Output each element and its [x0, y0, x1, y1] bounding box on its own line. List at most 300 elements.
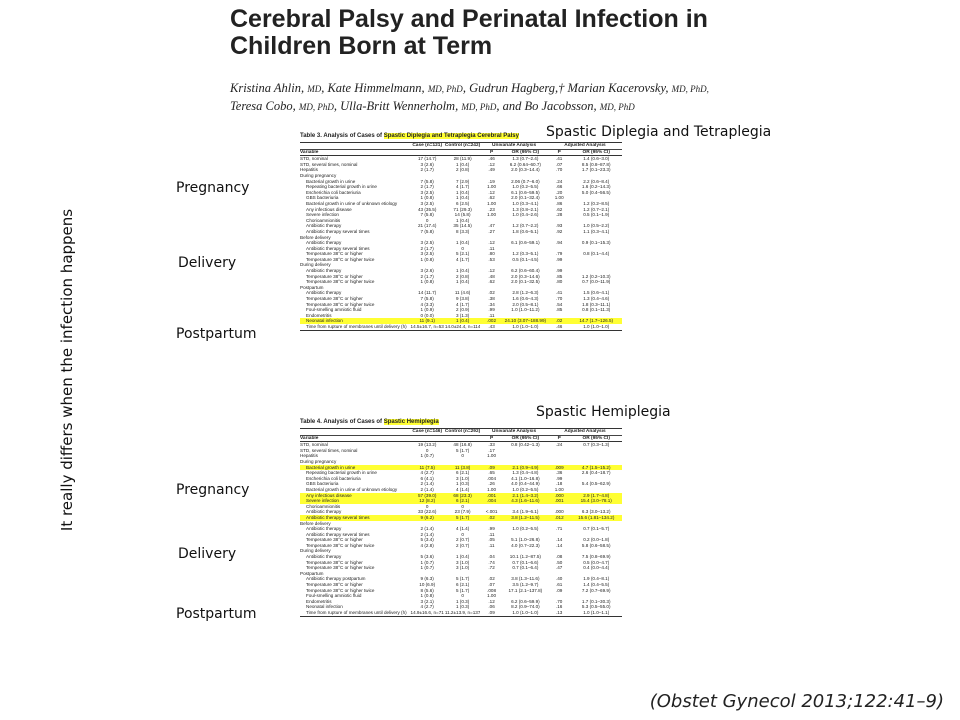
cell-p-adj: .94: [555, 240, 563, 246]
label-delivery-2: Delivery: [178, 546, 237, 562]
cell-control: 0: [461, 503, 464, 509]
cell-variable: Time from rupture of membranes until delivery (h): [300, 610, 409, 616]
cell-control: 3 (1.0): [455, 559, 470, 565]
cell-control: 28 (11.9): [453, 156, 472, 162]
cell-case: 17 (14.7): [417, 156, 437, 162]
cell-p: .48: [488, 273, 495, 279]
cell-or: 0.7 (0.1–6.6): [512, 559, 539, 565]
cell-p-adj: .99: [555, 256, 563, 262]
author-list: [230, 80, 830, 116]
cell-control: 35 (14.5): [453, 223, 472, 229]
cell-case: 3 (2.1): [420, 598, 434, 604]
cell-p: .74: [488, 559, 495, 565]
cell-control: 1 (0.4): [455, 279, 470, 285]
cell-or-adj: 2.6 (0.4–18.7): [581, 470, 611, 476]
cell-variable: Postpartum: [300, 284, 324, 290]
cell-or-adj: 1.2 (0.7–2.1): [583, 206, 610, 212]
cell-case: 1 (0.8): [420, 195, 434, 201]
citation: (Obstet Gynecol 2013;122:41–9): [649, 691, 944, 712]
cell-or: 5.1 (1.0–26.8): [511, 537, 540, 543]
vertical-note: [52, 160, 82, 580]
table-3-head-or: OR (95% CI): [503, 149, 548, 156]
cell-case: 43 (35.5): [417, 206, 437, 212]
cell-variable: Escherichia coli bacteriuria: [306, 475, 361, 481]
cell-control: 5 (1.7): [445, 515, 480, 521]
table-3-head-case: Case (n=121): [409, 143, 444, 150]
cell-case: 19 (13.2): [417, 442, 437, 448]
cell-or-adj: 2.9 (1.7–4.8): [570, 493, 622, 499]
table-4-body: [300, 442, 622, 616]
cell-variable: Temperature 38°C or higher twice: [306, 279, 375, 285]
cell-control: 5 (1.7): [455, 587, 470, 593]
cell-control: 1 (0.4): [455, 161, 470, 167]
cell-case: 2 (1.7): [420, 184, 434, 190]
cell-variable: Antibiotic therapy: [306, 290, 342, 296]
cell-or: 24.10 (3.07–188.99): [504, 318, 547, 324]
cell-case: 3 (2.5): [420, 200, 434, 206]
cell-p: 1.00: [487, 184, 497, 190]
author-degree: MD, PhD: [599, 102, 635, 112]
cell-p-adj: .000: [554, 509, 564, 515]
cell-or: 6.2 (0.64–60.7): [509, 161, 541, 167]
cell-p: .004: [487, 475, 497, 481]
cell-or: 2.06 (0.7–6.0): [511, 178, 540, 184]
author-name: , and Bo Jacobsson,: [496, 99, 597, 113]
cell-or-adj: 5.8 (0.6–58.5): [581, 542, 611, 548]
cell-or-adj: 5.3 (0.5–55.0): [581, 604, 611, 610]
cell-control: 4 (1.4): [455, 526, 470, 532]
cell-or: 3.5 (1.2–9.7): [512, 582, 539, 588]
cell-variable: Temperature 38°C or higher: [306, 251, 363, 257]
cell-variable: Time from rupture of membranes until delivery (h): [300, 324, 409, 330]
cell-p: .12: [488, 268, 495, 274]
cell-variable: During pregnancy: [300, 458, 337, 464]
cell-case: 2 (1.7): [420, 273, 434, 279]
cell-p: .07: [488, 582, 495, 588]
cell-p: .06: [488, 604, 495, 610]
table-4-head-or-adj: OR (95% CI): [570, 435, 622, 442]
cell-or: 2.0 (0.1–32.4): [511, 195, 540, 201]
cell-or: 6.1 (0.6–59.1): [511, 240, 540, 246]
cell-case: 14.5±16.7, n=53: [410, 324, 444, 329]
cell-case: 7 (5.8): [420, 212, 434, 218]
table-4-head-or: OR (95% CI): [503, 435, 548, 442]
article-title: [230, 6, 708, 60]
cell-variable: Hepatitis: [300, 453, 318, 459]
cell-case: 21 (17.4): [417, 223, 437, 229]
author-line-2: [230, 98, 830, 116]
cell-case: 2 (1.4): [420, 486, 434, 492]
cell-p-adj: .61: [555, 582, 563, 588]
cell-or: 1.2 (0.3–5.1): [512, 251, 539, 257]
cell-p-adj: .08: [555, 554, 563, 560]
cell-p: .65: [488, 470, 495, 476]
cell-case: 7 (5.8): [420, 296, 434, 302]
cell-variable: Foul-smelling amniotic fluid: [306, 593, 362, 599]
cell-control: 23 (7.9): [454, 509, 471, 515]
cell-or-adj: 0.5 (0.0–4.7): [583, 559, 610, 565]
cell-p-adj: .36: [555, 470, 563, 476]
table-3-head-control: Control (n=242): [444, 143, 481, 148]
cell-or-adj: 0.7 (0.0–11.9): [582, 279, 611, 285]
cell-p: .43: [480, 324, 503, 330]
cell-variable: Temperature 38°C or higher: [306, 273, 363, 279]
author-degree: MD, PhD: [298, 102, 334, 112]
cell-control: 0: [461, 531, 464, 537]
cell-p-adj: .14: [555, 542, 563, 548]
author-name: Teresa Cobo,: [230, 99, 296, 113]
cell-control: 7 (2.9): [455, 178, 470, 184]
cell-variable: Endometritis: [306, 598, 332, 604]
cell-or: 1.0 (0.2–5.5): [512, 486, 539, 492]
cell-variable: Antibiotic therapy several times: [300, 515, 409, 521]
cell-variable: Neonatal infection: [300, 318, 409, 324]
cell-p-adj: .16: [555, 604, 563, 610]
cell-or: 0.8 (0.42–1.3): [511, 442, 540, 448]
cell-p: .11: [488, 542, 495, 548]
cell-p-adj: .20: [555, 189, 563, 195]
cell-or: 1.0 (1.0–1.0): [503, 610, 548, 616]
cell-control: 5 (1.7): [455, 447, 470, 453]
cell-control: 14 (5.8): [454, 212, 471, 218]
cell-variable: Temperature 38°C or higher: [306, 537, 363, 543]
author-name: , Ulla-Britt Wennerholm,: [333, 99, 459, 113]
cell-or: 1.0 (0.3–4.1): [512, 200, 539, 206]
cell-p-adj: 1.00: [554, 486, 564, 492]
cell-or-adj: 14.7 (1.7–126.5): [570, 318, 622, 324]
cell-variable: Escherichia coli bacteriuria: [306, 189, 361, 195]
table-row: [300, 324, 622, 330]
cell-variable: Antibiotic therapy several times: [306, 531, 370, 537]
cell-or: 0.7 (0.1–6.4): [512, 565, 539, 571]
cell-variable: Chorioamnionitis: [306, 503, 341, 509]
cell-or-adj: 0.8 (0.1–11.3): [582, 307, 611, 313]
cell-p-adj: .07: [555, 161, 563, 167]
cell-control: 2 (0.7): [455, 537, 470, 543]
cell-variable: During pregnancy: [300, 172, 337, 178]
cell-or: 3.4 (1.9–6.1): [512, 509, 539, 515]
cell-control: 9 (3.8): [455, 296, 470, 302]
cell-p: .99: [488, 307, 495, 313]
cell-control: 0: [461, 245, 464, 251]
cell-p-adj: .001: [548, 498, 571, 504]
cell-or-adj: 5.0 (0.4–56.5): [581, 189, 611, 195]
annotation-diplegia: Spastic Diplegia and Tetraplegia: [546, 124, 772, 140]
cell-control: 3 (1.0): [455, 475, 470, 481]
cell-or-adj: 2.2 (0.6–8.4): [583, 178, 610, 184]
cell-or: 1.3 (0.7–2.4): [512, 156, 539, 162]
table-3-head-univariate: Univariate Analysis: [480, 143, 548, 150]
cell-variable: Temperature 38°C or higher twice: [306, 565, 375, 571]
table-3-head-blank-1: [409, 149, 444, 156]
cell-p-adj: .46: [548, 324, 571, 330]
cell-or-adj: 1.4 (0.4–5.5): [583, 582, 610, 588]
label-delivery-1: Delivery: [178, 255, 237, 271]
cell-variable: Any infectious disease: [300, 493, 409, 499]
cell-p: .12: [488, 240, 495, 246]
cell-p: .23: [488, 206, 495, 212]
cell-or: 1.0 (0.2–5.5): [512, 184, 539, 190]
cell-p: 1.00: [487, 486, 497, 492]
cell-variable: Severe infection: [306, 212, 339, 218]
cell-p: 1.00: [487, 200, 497, 206]
cell-control: 48 (16.8): [453, 442, 472, 448]
table-4-head-blank-1: [409, 435, 444, 442]
label-pregnancy-2: Pregnancy: [176, 482, 250, 498]
cell-control: 5 (1.7): [455, 576, 470, 582]
cell-or: 3.8 (1.2–11.5): [503, 515, 548, 521]
cell-case: 1 (0.8): [420, 279, 434, 285]
cell-p: .99: [488, 526, 495, 532]
cell-p: .004: [480, 498, 503, 504]
cell-or-adj: 7.2 (0.7–69.9): [581, 587, 611, 593]
cell-control: 4 (1.7): [455, 256, 470, 262]
cell-control: 1 (0.4): [445, 318, 480, 324]
cell-or-adj: 1.5 (0.6–4.1): [583, 290, 610, 296]
cell-or: 6.2 (0.6–60.4): [511, 268, 540, 274]
cell-case: 1 (0.7): [420, 453, 434, 459]
cell-or-adj: 1.1 (0.3–4.1): [583, 228, 610, 234]
cell-or-adj: 1.3 (0.4–4.6): [583, 296, 610, 302]
cell-case: 33 (22.6): [417, 509, 437, 515]
cell-variable: Temperature 38°C or higher: [306, 296, 363, 302]
cell-or-adj: 0.7 (0.1–5.7): [583, 526, 610, 532]
cell-p: .04: [488, 554, 495, 560]
author-degree: MD: [307, 84, 322, 94]
cell-p: <.001: [485, 509, 498, 515]
cell-case: 7 (5.8): [420, 228, 434, 234]
cell-or: 1.0 (1.0–1.0): [503, 324, 548, 330]
cell-p-adj: .18: [555, 481, 563, 487]
cell-or: 2.0 (0.3–14.6): [511, 273, 540, 279]
table-4-head-variable-label: Variable: [300, 435, 409, 442]
table-3-caption-highlight: Spastic Diplegia and Tetraplegia Cerebral Palsy: [383, 133, 519, 139]
cell-variable: Antibiotic therapy: [306, 509, 342, 515]
vertical-note-text: It really differs when the infection happens: [58, 208, 76, 532]
cell-case: 4 (2.8): [420, 542, 434, 548]
cell-control: 0: [461, 453, 464, 459]
cell-p-adj: 1.00: [554, 195, 564, 201]
cell-variable: During delivery: [300, 262, 331, 268]
cell-or-adj: 15.4 (3.0–78.1): [570, 498, 622, 504]
cell-or-adj: 1.2 (0.2–8.5): [583, 200, 610, 206]
cell-or: 4.3 (1.6–11.6): [503, 498, 548, 504]
cell-p: .49: [488, 167, 495, 173]
cell-control: 0: [461, 593, 464, 599]
cell-control: 1 (0.4): [455, 195, 470, 201]
cell-control: 1 (0.4): [455, 217, 470, 223]
cell-p-adj: .66: [555, 184, 563, 190]
cell-or-adj: 5.4 (0.5–62.9): [581, 481, 611, 487]
cell-or-adj: 0.2 (0.0–1.8): [583, 537, 610, 543]
article-title-line-1: Cerebral Palsy and Perinatal Infection in: [230, 5, 708, 33]
cell-p: .12: [488, 161, 495, 167]
cell-p: 1.00: [487, 212, 497, 218]
cell-variable: Chorioamnionitis: [306, 217, 341, 223]
cell-p-adj: .70: [555, 296, 563, 302]
table-4-head-p: P: [480, 435, 503, 442]
cell-p: .38: [488, 296, 495, 302]
cell-control: 4 (1.7): [455, 301, 470, 307]
cell-case: 1 (0.8): [420, 256, 434, 262]
cell-control: 11 (4.6): [454, 290, 471, 296]
cell-control: 11 (3.8): [445, 465, 480, 471]
cell-p-adj: .000: [548, 493, 571, 499]
cell-variable: STD, several times, nominal: [300, 161, 358, 167]
cell-variable: GBS bacteriuria: [306, 481, 339, 487]
cell-p: .09: [480, 610, 503, 616]
cell-or: 2.1 (0.9–4.9): [503, 465, 548, 471]
table-4-grid: [300, 428, 622, 617]
cell-case: 2 (1.4): [420, 531, 434, 537]
cell-variable: Any infectious disease: [306, 206, 352, 212]
cell-case: 3 (2.6): [420, 268, 434, 274]
cell-case: 14 (11.7): [418, 290, 437, 296]
cell-case: 5 (3.6): [420, 554, 434, 560]
cell-or: 2.8 (1.2–6.3): [512, 290, 539, 296]
cell-or-adj: 1.7 (0.1–23.3): [581, 167, 611, 173]
author-line-1: [230, 80, 830, 98]
cell-p-adj: .13: [548, 610, 571, 616]
cell-case: 4 (2.7): [420, 604, 434, 610]
cell-or-adj: 8.5 (0.8–87.8): [581, 161, 611, 167]
cell-control: 11.2±13.9, n=137: [444, 610, 481, 615]
table-3-caption-prefix: Table 3. Analysis of Cases of: [300, 133, 384, 139]
cell-variable: Neonatal infection: [306, 604, 343, 610]
cell-case: 2 (1.4): [420, 526, 434, 532]
cell-case: 1 (0.7): [420, 559, 434, 565]
table-3-head-variable-label: Variable: [300, 149, 409, 156]
cell-variable: Bacterial growth in urine: [300, 465, 409, 471]
cell-or: 4.1 (1.0–16.8): [511, 475, 540, 481]
cell-control: 2 (0.9): [455, 307, 470, 313]
cell-case: 2 (1.4): [420, 481, 434, 487]
cell-p-adj: .40: [555, 576, 563, 582]
cell-variable: Bacterial growth in urine of unknown etiology: [306, 486, 398, 492]
table-3-head-p: P: [480, 149, 503, 156]
cell-or-adj: 1.2 (0.2–10.3): [581, 273, 611, 279]
table-3-head-variable: [300, 143, 409, 150]
table-3-head-adjusted: Adjusted Analysis: [548, 143, 622, 150]
cell-or-adj: 0.4 (0.0–4.4): [583, 565, 610, 571]
cell-control: 2 (0.8): [455, 273, 470, 279]
cell-variable: Repeating bacterial growth in urine: [306, 470, 377, 476]
cell-control: 1 (0.4): [455, 268, 470, 274]
cell-control: 5 (2.1): [455, 251, 470, 257]
table-row: [300, 610, 622, 616]
cell-p: .09: [480, 465, 503, 471]
cell-p: .11: [488, 531, 495, 537]
cell-p-adj: .92: [555, 228, 563, 234]
cell-case: 4 (2.7): [420, 470, 434, 476]
cell-variable: Temperature 38°C or higher: [306, 559, 363, 565]
table-3-caption: [300, 132, 622, 140]
annotation-hemiplegia: Spastic Hemiplegia: [536, 404, 671, 420]
cell-case: 4 (3.3): [420, 301, 434, 307]
cell-case: 3 (2.6): [420, 161, 434, 167]
cell-variable: During delivery: [300, 548, 331, 554]
cell-p-adj: .99: [555, 475, 563, 481]
cell-p: .47: [488, 223, 495, 229]
cell-p-adj: .99: [555, 268, 563, 274]
table-3-body: [300, 156, 622, 330]
cell-or-adj: 0.7 (0.3–1.3): [583, 442, 610, 448]
author-name: Kristina Ahlin,: [230, 81, 305, 95]
table-4-head-blank-2: [445, 435, 480, 442]
cell-case: 1 (0.9): [420, 307, 434, 313]
cell-p-adj: .85: [555, 307, 563, 313]
cell-case: 14.9±16.6, n=71: [410, 610, 444, 615]
cell-control: 2 (0.8): [455, 167, 470, 173]
cell-or: 17.1 (2.1–137.8): [508, 587, 543, 593]
label-postpartum-1: Postpartum: [176, 326, 257, 342]
author-degree: MD, PhD: [461, 102, 497, 112]
cell-p: .33: [488, 442, 495, 448]
cell-or-adj: 0.5 (0.1–1.9): [583, 212, 610, 218]
cell-p: .80: [488, 251, 495, 257]
cell-p-adj: .24: [555, 442, 563, 448]
cell-p-adj: .14: [555, 537, 563, 543]
cell-variable: Bacterial growth in urine: [306, 178, 356, 184]
cell-variable: Repeating bacterial growth in urine: [306, 184, 377, 190]
cell-case: 9 (6.3): [420, 576, 434, 582]
cell-p: .34: [488, 301, 495, 307]
cell-variable: Antibiotic therapy postpartum: [306, 576, 366, 582]
cell-control: 1 (0.3): [455, 604, 470, 610]
cell-variable: Antibiotic therapy: [306, 223, 342, 229]
cell-or-adj: 1.6 (0.2–14.3): [581, 184, 611, 190]
cell-control: 68 (23.3): [445, 493, 480, 499]
cell-control: 8 (3.3): [455, 228, 470, 234]
cell-p-adj: .93: [555, 223, 563, 229]
cell-control: 6 (2.5): [455, 200, 470, 206]
cell-or: 1.0 (0.2–5.5): [512, 526, 539, 532]
cell-variable: Temperature 38°C or higher twice: [306, 301, 375, 307]
cell-variable: Temperature 38°C or higher twice: [306, 256, 375, 262]
cell-p: .02: [488, 290, 495, 296]
cell-or: 1.0 (0.4–2.6): [512, 212, 539, 218]
cell-variable: Postpartum: [300, 570, 324, 576]
cell-variable: Antibiotic therapy: [306, 554, 342, 560]
cell-or-adj: 7.5 (0.8–69.9): [581, 554, 611, 560]
cell-p: .001: [480, 493, 503, 499]
cell-control: 6 (2.1): [455, 470, 470, 476]
cell-p-adj: .009: [548, 465, 571, 471]
cell-case: 0: [425, 217, 429, 223]
table-3-head-p-adj: P: [548, 149, 571, 156]
cell-control: 3 (1.0): [455, 565, 470, 571]
cell-variable: STD, nominal: [300, 442, 328, 448]
cell-case: 0: [425, 447, 429, 453]
cell-or: 6.2 (0.6–59.9): [511, 598, 540, 604]
cell-p-adj: .85: [555, 273, 563, 279]
cell-or: 4.0 (0.7–22.3): [511, 542, 540, 548]
cell-variable: Severe infection: [300, 498, 409, 504]
cell-variable: Before delivery: [300, 234, 331, 240]
cell-p-adj: .24: [555, 178, 563, 184]
cell-p: .12: [488, 189, 495, 195]
cell-case: 3 (2.5): [420, 189, 434, 195]
table-4-head-case: Case (n=146): [409, 429, 444, 436]
cell-control: 71 (29.3): [453, 206, 472, 212]
cell-p: .27: [488, 228, 495, 234]
cell-variable: STD, nominal: [300, 156, 328, 162]
cell-or: 2.0 (0.3–14.4): [511, 167, 540, 173]
cell-or: 1.3 (0.4–4.8): [512, 470, 539, 476]
cell-case: 2 (1.7): [420, 245, 434, 251]
cell-control: 14.0±24.4, n=114: [444, 324, 481, 329]
cell-control: 4 (1.7): [455, 184, 470, 190]
